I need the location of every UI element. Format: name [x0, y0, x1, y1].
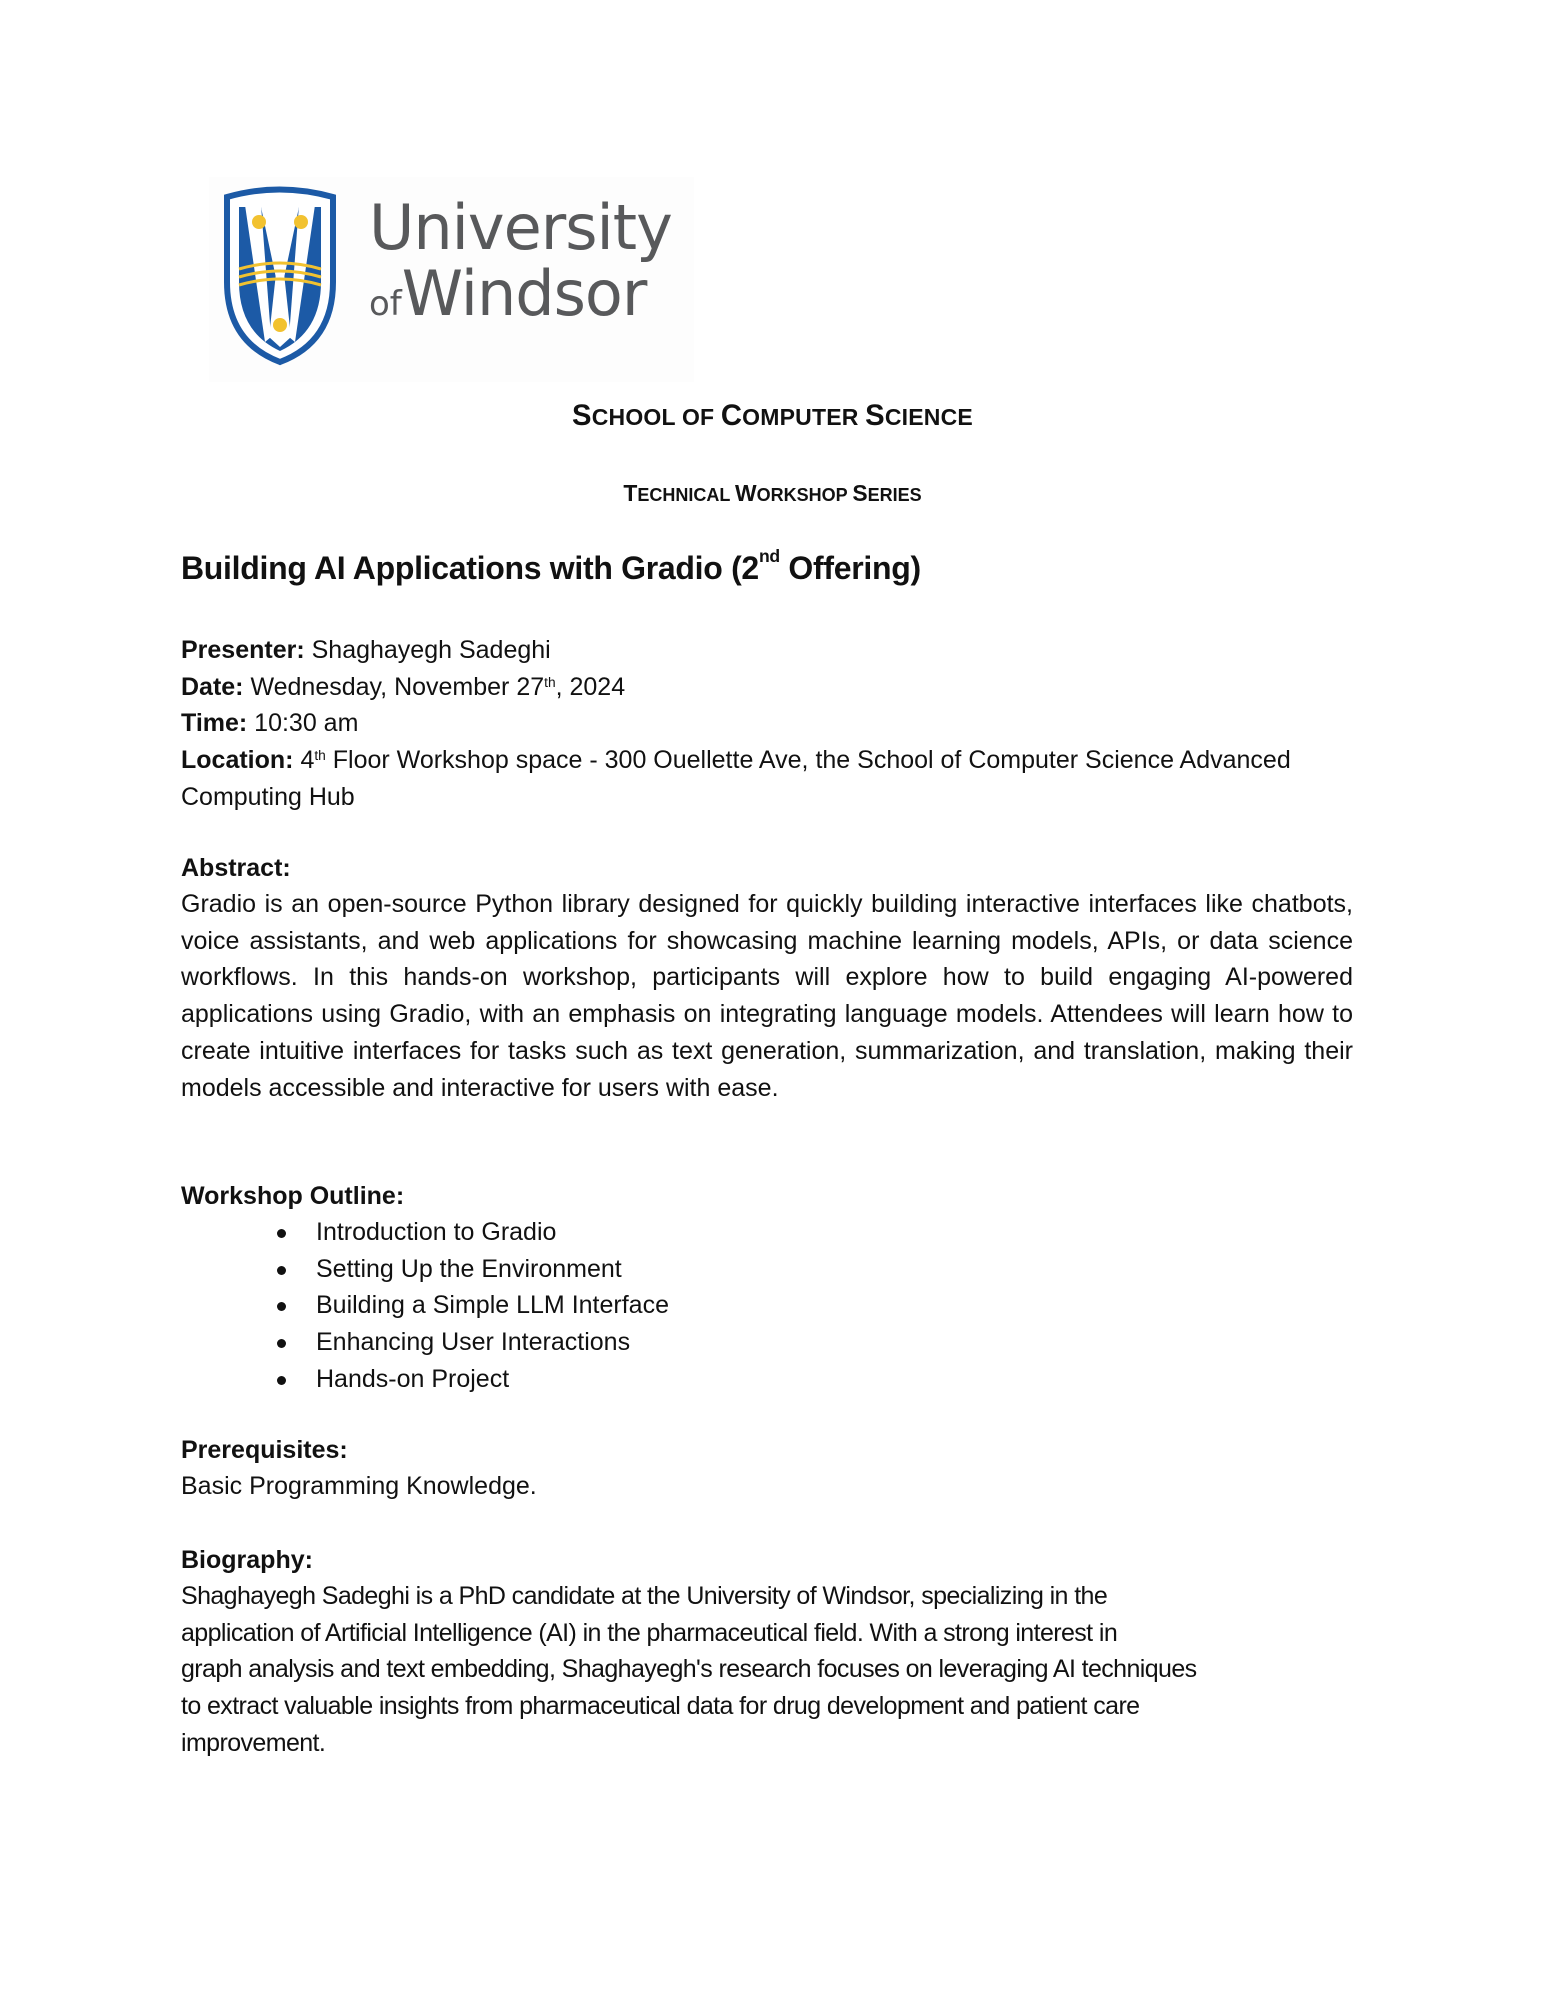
school-name: SCHOOL OF COMPUTER SCIENCE: [572, 400, 973, 432]
list-item: Enhancing User Interactions: [181, 1324, 1353, 1361]
list-item: Building a Simple LLM Interface: [181, 1287, 1353, 1324]
outline-heading: Workshop Outline:: [181, 1182, 405, 1210]
bio-line: to extract valuable insights from pharmaceutical data for drug development and patient care: [181, 1692, 1140, 1721]
page-title: Building AI Applications with Gradio (2nd Offering): [181, 546, 921, 586]
prerequisites-text: Basic Programming Knowledge.: [181, 1472, 537, 1500]
bullet-icon: [277, 1339, 286, 1348]
date-line: Date: Wednesday, November 27th, 2024: [181, 672, 626, 701]
event-details: [181, 632, 1353, 816]
location-line: Location: 4th Floor Workshop space - 300 Ouellette Ave, the School of Computer Science Advanced: [181, 746, 1291, 775]
bio-line: graph analysis and text embedding, Shaghayegh's research focuses on leveraging AI techniques: [181, 1655, 1197, 1684]
series-name: TECHNICAL WORKSHOP SERIES: [623, 480, 922, 506]
logo-wordmark: [369, 191, 672, 330]
prerequisites-heading: Prerequisites:: [181, 1436, 348, 1464]
logo-line2: Windsor: [401, 257, 647, 330]
bullet-icon: [277, 1302, 286, 1311]
presenter-line: Presenter: Shaghayegh Sadeghi: [181, 636, 551, 664]
logo-of: of: [369, 284, 402, 324]
bullet-icon: [277, 1229, 286, 1238]
bio-line: improvement.: [181, 1728, 326, 1757]
logo-line1: University: [369, 191, 672, 264]
biography-heading: Biography:: [181, 1546, 313, 1574]
abstract-text: Gradio is an open-source Python library designed for quickly building interactive interfaces like chatbots, voice assistants, and web applications for showcasing machine learning models, APIs, or data science workflows. In this hands-on workshop, participants will explore how to build engaging AI-powered applications using Gradio, with an emphasis on integrating language models. Attendees will learn how to create intuitive interfaces for tasks such as text generation, summarization, and translation, making their models accessible and interactive for users with ease.: [181, 890, 1353, 1102]
bullet-icon: [277, 1266, 286, 1275]
biography-text: [181, 1578, 1361, 1762]
abstract-heading: Abstract:: [181, 854, 291, 882]
list-item: Introduction to Gradio: [181, 1214, 1353, 1251]
time-line: Time: 10:30 am: [181, 709, 359, 738]
bio-line: Shaghayegh Sadeghi is a PhD candidate at the University of Windsor, specializing in the: [181, 1582, 1108, 1610]
list-item: Hands-on Project: [181, 1361, 1353, 1398]
bullet-icon: [277, 1376, 286, 1385]
bio-line: application of Artificial Intelligence (AI) in the pharmaceutical field. With a strong interest in: [181, 1618, 1118, 1647]
outline-list: [181, 1214, 1353, 1397]
list-item: Setting Up the Environment: [181, 1251, 1353, 1288]
location-line-2: Computing Hub: [181, 782, 355, 811]
university-logo: [209, 177, 694, 382]
